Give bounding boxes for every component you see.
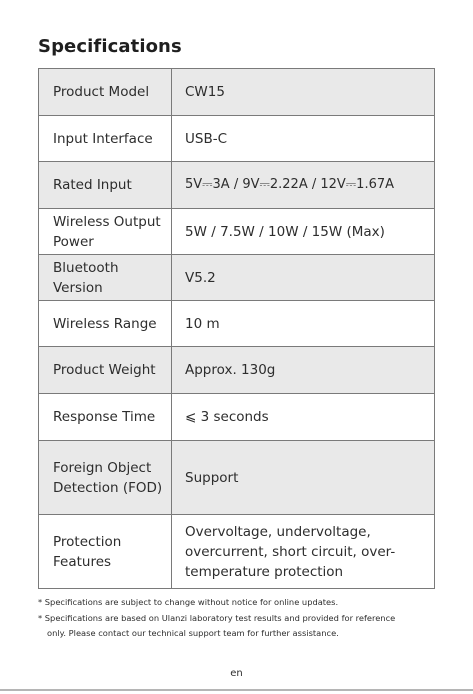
spec-label: Rated Input [39, 162, 172, 209]
spec-value: CW15 [172, 69, 435, 116]
spec-value: V5.2 [172, 255, 435, 301]
spec-label: Product Weight [39, 347, 172, 394]
spec-value: 10 m [172, 301, 435, 347]
spec-row-response-time [39, 394, 435, 441]
spec-row-wireless-output-power [39, 209, 435, 255]
spec-row-product-weight [39, 347, 435, 394]
footnote: * Specifications are subject to change without notice for online updates. [38, 597, 339, 607]
spec-value: Overvoltage, undervoltage, overcurrent, short circuit, over-temperature protection [172, 515, 435, 589]
spec-value: Support [172, 441, 435, 515]
spec-label: Wireless Output Power [39, 209, 172, 255]
footnotes [38, 595, 438, 642]
footnote-continuation: only. Please contact our technical support team for further assistance. [47, 628, 339, 638]
language-page-label: en [230, 668, 243, 679]
spec-row-product-model [39, 69, 435, 116]
spec-label: Product Model [39, 69, 172, 116]
footnote: * Specifications are based on Ulanzi laboratory test results and provided for reference [38, 612, 396, 623]
spec-row-foreign-object-detection [39, 441, 435, 515]
spec-label: Response Time [39, 394, 172, 441]
spec-label: Input Interface [39, 116, 172, 162]
spec-label: Wireless Range [39, 301, 172, 347]
spec-row-rated-input [39, 162, 435, 209]
spec-value: 5W / 7.5W / 10W / 15W (Max) [172, 209, 435, 255]
spec-row-input-interface [39, 116, 435, 162]
specifications-table [38, 68, 435, 589]
spec-label: Bluetooth Version [39, 255, 172, 301]
spec-row-wireless-range [39, 301, 435, 347]
spec-row-protection-features [39, 515, 435, 589]
page-title: Specifications [38, 36, 182, 57]
spec-value: Approx. 130g [172, 347, 435, 394]
spec-label: Foreign Object Detection (FOD) [39, 441, 172, 515]
spec-value: USB-C [172, 116, 435, 162]
spec-label: Protection Features [39, 515, 172, 589]
bottom-divider [0, 689, 473, 691]
spec-row-bluetooth-version [39, 255, 435, 301]
spec-value: ⩽ 3 seconds [172, 394, 435, 441]
spec-value: 5V⎓3A / 9V⎓2.22A / 12V⎓1.67A [172, 162, 435, 209]
